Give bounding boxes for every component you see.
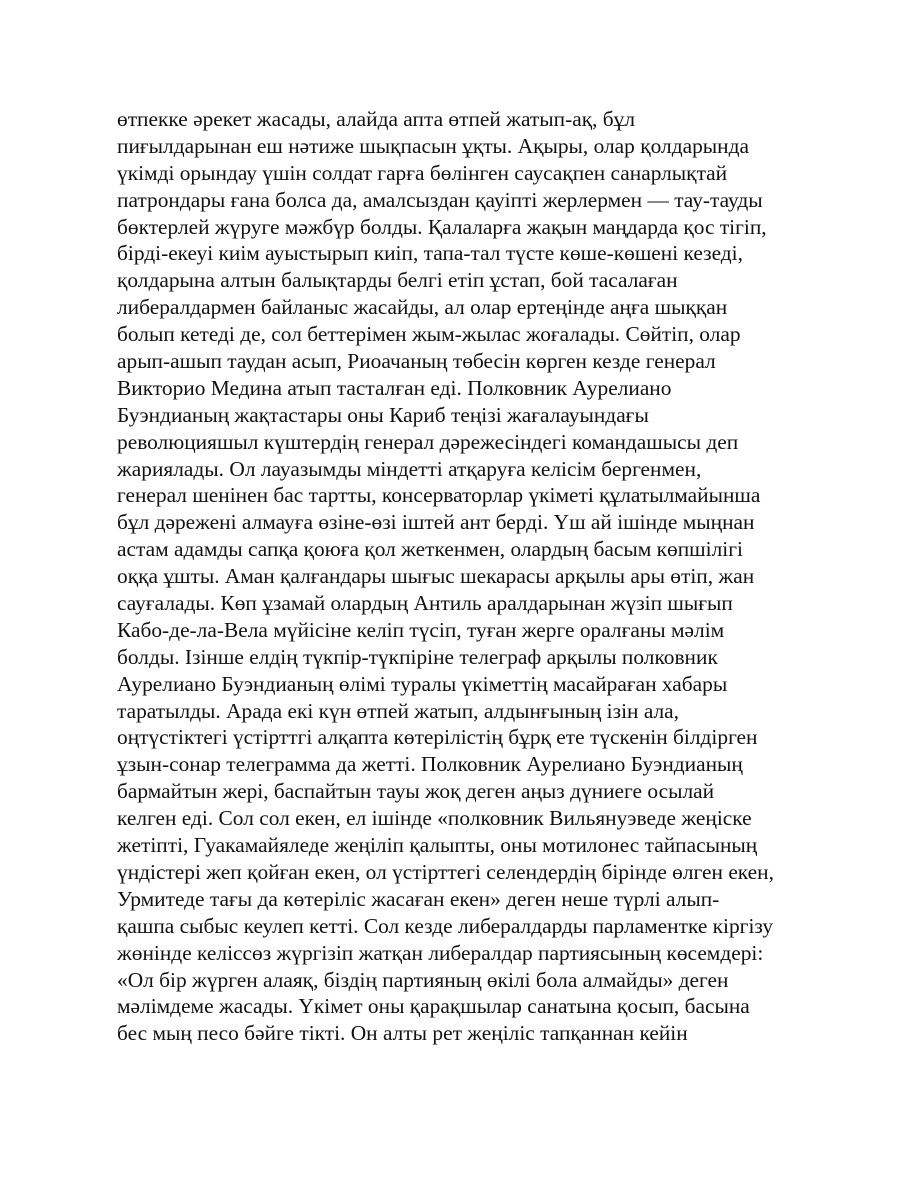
text-line: Урмитеде тағы да көтеріліс жасаған екен» деген неше түрлі алып- xyxy=(117,886,720,911)
text-line: патрондары ғана болса да, амалсыздан қауіпті жерлермен — тау-тауды xyxy=(117,187,763,212)
text-line: арып-ашып таудан асып, Риоачаның төбесін көрген кезде генерал xyxy=(117,349,716,374)
text-line: бармайтын жері, баспайтын тауы жоқ деген аңыз дүниеге осылай xyxy=(117,779,715,804)
text-line: келген еді. Сол сол екен, ел ішінде «полковник Вильянуэведе жеңіске xyxy=(117,806,752,831)
text-line: жариялады. Ол лауазымды міндетті атқаруға келісім бергенмен, xyxy=(117,456,702,481)
text-line: астам адамды сапқа қоюға қол жеткенмен, олардың басым көпшілігі xyxy=(117,537,743,562)
text-line: Викторио Медина атып тасталған еді. Полковник Аурелиано xyxy=(117,375,672,400)
text-line: болды. Ізінше елдің түкпір-түкпіріне телеграф арқылы полковник xyxy=(117,644,718,669)
text-line: пиғылдарынан еш нәтиже шықпасын ұқты. Ақыры, олар қолдарында xyxy=(117,133,749,158)
text-line: Буэндианың жақтастары оны Кариб теңізі жағалауындағы xyxy=(117,402,649,427)
text-line: оңтүстіктегі үстірттгі алқапта көтерілістің бұрқ ете түскенін білдірген xyxy=(117,725,758,750)
text-line: болып кетеді де, сол беттерімен жым-жылас жоғалады. Сөйтіп, олар xyxy=(117,322,741,347)
text-line: бұл дәрежені алмауға өзіне-өзі іштей ант берді. Үш ай ішінде мыңнан xyxy=(117,510,755,535)
text-line: сауғалады. Көп ұзамай олардың Антиль аралдарынан жүзіп шығып xyxy=(117,591,733,616)
text-line: жөнінде келіссөз жүргізіп жатқан либералдар партиясының көсемдері: xyxy=(117,940,764,965)
text-line: үндістері жеп қойған екен, ол үстірттегі селендердің бірінде өлген екен, xyxy=(117,859,774,884)
text-line: бес мың песо бәйге тікті. Он алты рет жеңіліс тапқаннан кейін xyxy=(117,1021,688,1046)
text-line: жетіпті, Гуакамайяледе жеңіліп қалыпты, оны мотилонес тайпасының xyxy=(117,833,758,858)
body-text xyxy=(117,106,817,1047)
text-line: «Ол бір жүрген алаяқ, біздің партияның өкілі бола алмайды» деген xyxy=(117,967,729,992)
text-line: бірді-екеуі киім ауыстырып киіп, тапа-тал түсте көше-көшені кезеді, xyxy=(117,241,743,266)
text-line: үкімді орындау үшін солдат гарға бөлінген саусақпен санарлықтай xyxy=(117,160,728,185)
text-line: либералдармен байланыс жасайды, ал олар ертеңінде аңға шыққан xyxy=(117,295,728,320)
text-line: оққа ұшты. Аман қалғандары шығыс шекарасы арқылы ары өтіп, жан xyxy=(117,564,755,589)
text-line: қашпа сыбыс кеулеп кетті. Сол кезде либералдарды парламентке кіргізу xyxy=(117,913,774,938)
text-line: мәлімдеме жасады. Үкімет оны қарақшылар санатына қосып, басына xyxy=(117,994,750,1019)
text-line: Кабо-де-ла-Вела мүйісіне келіп түсіп, туған жерге оралғаны мәлім xyxy=(117,617,725,642)
text-line: революцияшыл күштердің генерал дәрежесіндегі командашысы деп xyxy=(117,429,739,454)
text-line: қолдарына алтын балықтарды белгі етіп ұстап, бой тасалаған xyxy=(117,268,678,293)
text-line: бөктерлей жүруге мәжбүр болды. Қалаларға жақын маңдарда қос тігіп, xyxy=(117,214,767,239)
text-line: ұзын-сонар телеграмма да жетті. Полковник Аурелиано Буэндианың xyxy=(117,752,743,777)
text-line: таратылды. Арада екі күн өтпей жатып, алдынғының ізін ала, xyxy=(117,698,680,723)
text-line: Аурелиано Буэндианың өлімі туралы үкіметтің масайраған хабары xyxy=(117,671,728,696)
text-line: генерал шенінен бас тартты, консерваторлар үкіметі құлатылмайынша xyxy=(117,483,761,508)
text-line: өтпекке әрекет жасады, алайда апта өтпей жатып-ақ, бұл xyxy=(117,107,636,131)
